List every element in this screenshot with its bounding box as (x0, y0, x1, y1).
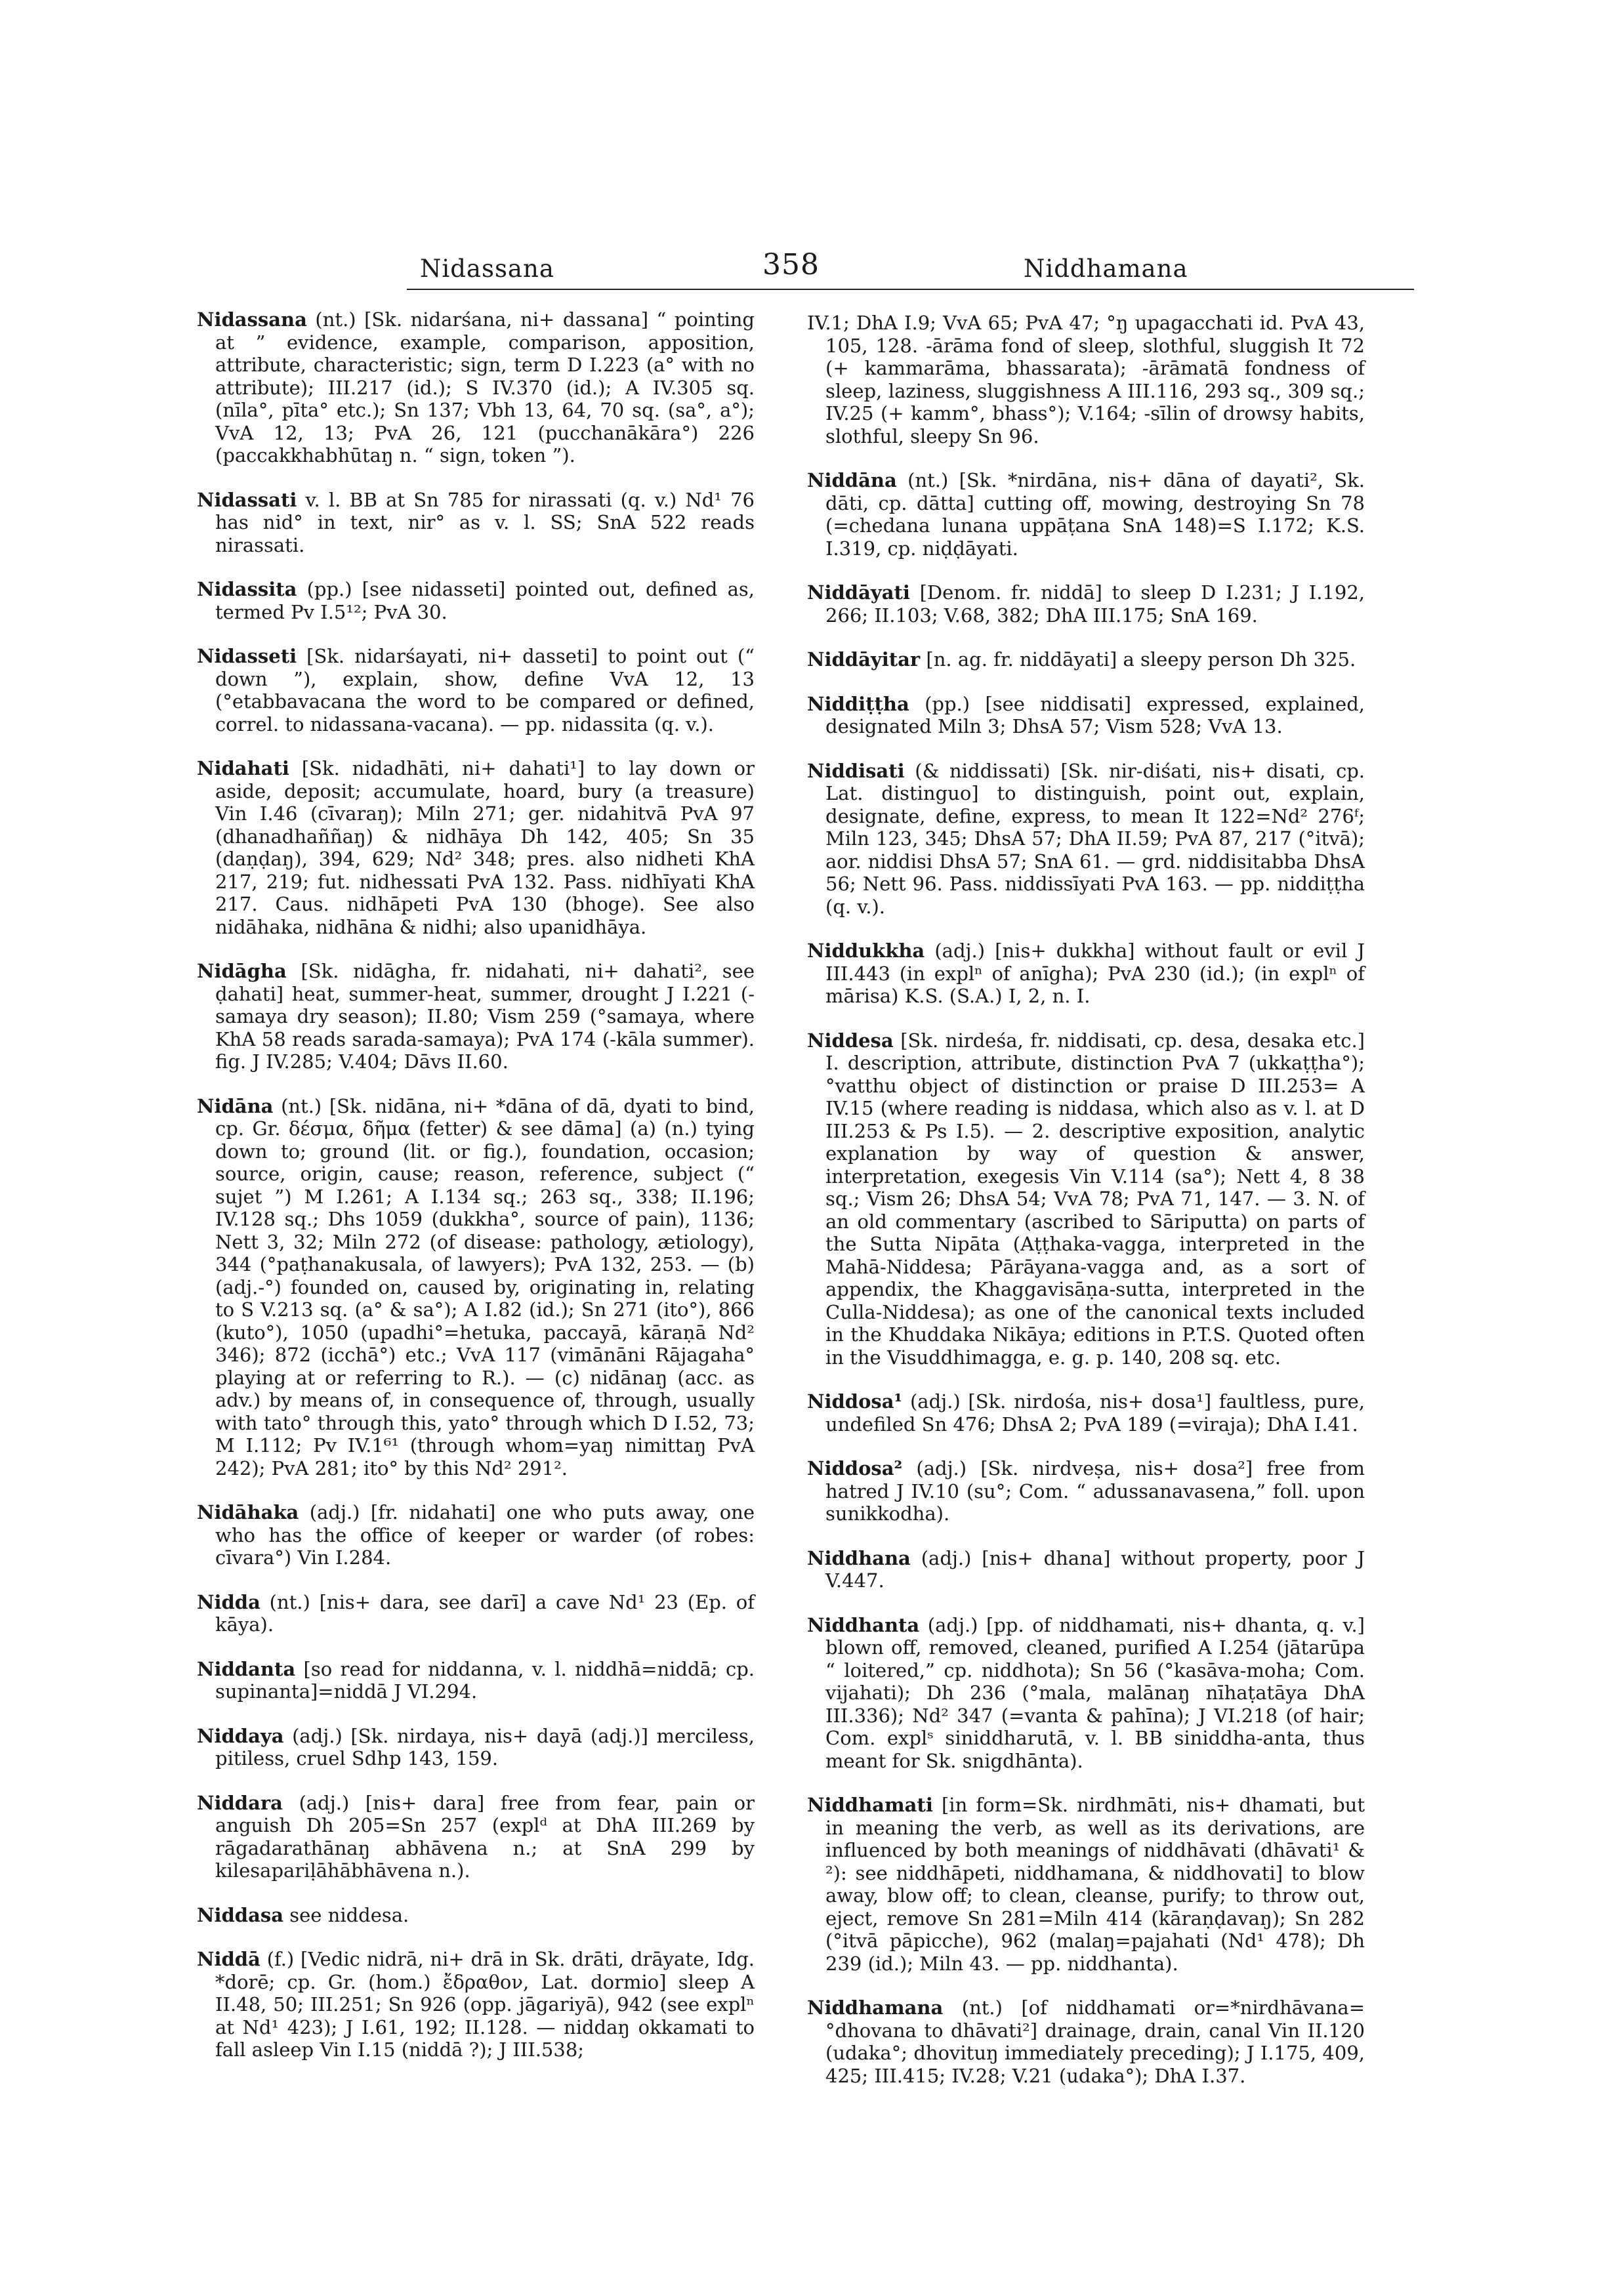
entry-headword: Niddāyati (807, 581, 910, 604)
entry-headword: Nidda (197, 1590, 260, 1613)
entry-text: (pp.) [see nidasseti] pointed out, defined as, termed Pv I.5¹²; PvA 30. (215, 578, 755, 623)
entry-text: v. l. BB at Sn 785 for nirassati (q. v.) Nd¹ 76 has nid° in text, nir° as v. l. SS; SnA 522 reads nirassati. (215, 488, 755, 556)
entry-headword: Niddosa² (807, 1457, 903, 1479)
header-rule (407, 289, 1414, 290)
dictionary-entry (807, 469, 1365, 560)
entry-text: (adj.) [nis+ dukkha] without fault or evil J III.443 (in explⁿ of anīgha); PvA 230 (id.); (in explⁿ of mārisa) K.S. (S.A.) I, 2, n. I. (825, 940, 1365, 1007)
entry-text: (nt.) [Sk. *nirdāna, nis+ dāna of dayati², Sk. dāti, cp. dātta] cutting off, mowing, destroying Sn 78 (=chedana lunana uppāṭana SnA 148)=S I.172; K.S. I.319, cp. niḍḍāyati. (825, 469, 1365, 560)
dictionary-entry (807, 693, 1365, 738)
dictionary-entry (197, 1725, 755, 1770)
dictionary-entry (197, 1501, 755, 1569)
dictionary-entry (807, 940, 1365, 1008)
entry-text: [so read for niddanna, v. l. niddhā=niddā; cp. supinanta]=niddā J VI.294. (215, 1657, 755, 1703)
entry-headword: Niddukkha (807, 940, 925, 962)
entry-text: [Sk. nirdeśa, fr. niddisati, cp. desa, desaka etc.] I. description, attribute, distinction PvA 7 (ukkaṭṭha°); °vatthu object of distinction or praise D III.253= A IV.15 (where reading is niddasa, which also as v. l. at D III.253 & Ps I.5). — 2. descriptive exposition, analytic explanation by way of question & answer, interpretation, exegesis Vin V.114 (sa°); Nett 4, 8 38 sq.; Vism 26; DhsA 54; VvA 78; PvA 71, 147. — 3. N. of an old commentary (ascribed to Sāriputta) on parts of the Sutta Nipāta (Aṭṭhaka-vagga, interpreted in the Mahā-Niddesa; Pārāyana-vagga and, as a sort of appendix, the Khaggavisāṇa-sutta, interpreted in the Culla-Niddesa); as one of the canonical texts included in the Khuddaka Nikāya; editions in P.T.S. Quoted often in the Visuddhimagga, e. g. p. 140, 208 sq. etc. (825, 1029, 1365, 1369)
entry-text: [Sk. nidāgha, fr. nidahati, ni+ dahati², see ḍahati] heat, summer-heat, summer, drought J I.221 (-samaya dry season); II.80; Vism 259 (°samaya, where KhA 58 reads sarada-samaya); PvA 174 (-kāla summer). fig. J IV.285; V.404; Dāvs II.60. (215, 960, 755, 1073)
dictionary-entry (197, 578, 755, 623)
dictionary-entry (807, 1029, 1365, 1369)
entry-text: (nt.) [Sk. nidāna, ni+ *dāna of dā, dyati to bind, cp. Gr. δέσμα, δῆμα (fetter) & see dāma] (a) (n.) tying down to; ground (lit. or fig.), foundation, occasion; source, origin, cause; reason, reference, subject (“ sujet ”) M I.261; A I.134 sq.; 263 sq., 338; II.196; IV.128 sq.; Dhs 1059 (dukkha°, source of pain), 1136; Nett 3, 32; Miln 272 (of disease: pathology, ætiology), 344 (°paṭhanakusala, of lawyers); PvA 132, 253. — (b) (adj.-°) founded on, caused by, originating in, relating to S V.213 sq. (a° & sa°); A I.82 (id.); Sn 271 (ito°), 866 (kuto°), 1050 (upadhi°=hetuka, paccayā, kāraṇā Nd² 346); 872 (icchā°) etc.; VvA 117 (vimānāni Rājagaha° playing at or referring to R.). — (c) nidānaŋ (acc. as adv.) by means of, in consequence of, through, usually with tato° through this, yato° through which D I.52, 73; M I.112; Pv IV.1⁶¹ (through whom=yaŋ nimittaŋ PvA 242); PvA 281; ito° by this Nd² 291². (215, 1094, 755, 1479)
entry-text: (adj.) [Sk. nirdośa, nis+ dosa¹] faultless, pure, undefiled Sn 476; DhsA 2; PvA 189 (=viraja); DhA I.41. (825, 1390, 1365, 1436)
entry-headword: Niddhamati (807, 1794, 933, 1816)
entry-text: [Sk. nidadhāti, ni+ dahati¹] to lay down or aside, deposit; accumulate, hoard, bury (a treasure) Vin I.46 (cīvaraŋ); Miln 271; ger. nidahitvā PvA 97 (dhanadhaññaŋ) & nidhāya Dh 142, 405; Sn 35 (daṇḍaŋ), 394, 629; Nd² 348; pres. also nidheti KhA 217, 219; fut. nidhessati PvA 132. Pass. nidhīyati KhA 217. Caus. nidhāpeti PvA 130 (bhoge). See also nidāhaka, nidhāna & nidhi; also upanidhāya. (215, 757, 755, 938)
entry-text: (nt.) [of niddhamati or=*nirdhāvana= °dhovana to dhāvati²] drainage, drain, canal Vin II.120 (udaka°; dhovituŋ immediately preceding); J I.175, 409, 425; III.415; IV.28; V.21 (udaka°); DhA I.37. (825, 1996, 1365, 2087)
running-head-right: Niddhamana (1024, 255, 1188, 283)
entry-headword: Nidāgha (197, 960, 287, 982)
entry-text: [in form=Sk. nirdhmāti, nis+ dhamati, but in meaning the verb, as well as its derivations, are influenced by both meanings of niddhāvati (dhāvati¹ & ²): see niddhāpeti, niddhamana, & niddhovati] to blow away, blow off; to clean, cleanse, purify; to throw out, eject, remove Sn 281=Miln 414 (kāraṇḍavaŋ); Sn 282 (°itvā pāpicche), 962 (malaŋ=pajahati (Nd¹ 478); Dh 239 (id.); Miln 43. — pp. niddhanta). (825, 1794, 1365, 1975)
entry-text: (adj.) [pp. of niddhamati, nis+ dhanta, q. v.] blown off, removed, cleaned, purified A I.254 (jātarūpa “ loitered,” cp. niddhota); Sn 56 (°kasāva-moha; Com. vijahati); Dh 236 (°mala, malānaŋ nīhaṭatāya DhA III.336); Nd² 347 (=vanta & pahīna); J VI.218 (of hair; Com. explˢ siniddharutā, v. l. BB siniddha-anta, thus meant for Sk. snigdhānta). (825, 1613, 1365, 1772)
dictionary-entry (197, 1658, 755, 1703)
entry-text: (nt.) [nis+ dara, see darī] a cave Nd¹ 23 (Ep. of kāya). (215, 1590, 755, 1636)
entry-headword: Niddhanta (807, 1613, 920, 1636)
entry-headword: Niddāna (807, 469, 897, 491)
entry-text: [n. ag. fr. niddāyati] a sleepy person Dh 325. (920, 648, 1356, 671)
entry-headword: Nidassati (197, 488, 297, 511)
entry-text: [Sk. nidarśayati, ni+ dasseti] to point out (“ down ”), explain, show, define VvA 12, 13 (°etabbavacana the word to be compared or defined, correl. to nidassana-vacana). — pp. nidassita (q. v.). (215, 645, 755, 735)
entry-text: (adj.) [nis+ dara] free from fear, pain or anguish Dh 205=Sn 257 (explᵈ at DhA III.269 by rāgadarathānaŋ abhāvena n.; at SnA 299 by kilesapariḷāhābhāvena n.). (215, 1791, 755, 1882)
dictionary-entry (807, 1457, 1365, 1525)
entry-headword: Niddisati (807, 759, 905, 782)
page-number: 358 (762, 248, 820, 281)
entry-headword: Nidāhaka (197, 1501, 299, 1523)
dictionary-entry (197, 645, 755, 735)
entry-headword: Nidasseti (197, 645, 297, 667)
dictionary-entry (807, 1996, 1365, 2087)
entry-headword: Nidassana (197, 308, 307, 331)
entry-text: (nt.) [Sk. nidarśana, ni+ dassana] “ pointing at ” evidence, example, comparison, apposition, attribute, characteristic; sign, term D I.223 (a° with no attribute); III.217 (id.); S IV.370 (id.); A IV.305 sq. (nīla°, pīta° etc.); Sn 137; Vbh 13, 64, 70 sq. (sa°, a°); VvA 12, 13; PvA 26, 121 (pucchanākāra°) 226 (paccakkhabhūtaŋ n. “ sign, token ”). (215, 308, 755, 466)
entry-text: (adj.) [Sk. nirdveṣa, nis+ dosa²] free from hatred J IV.10 (su°; Com. “ adussanavasena,” foll. upon sunikkodha). (825, 1457, 1365, 1525)
dictionary-entry (807, 1614, 1365, 1773)
entry-headword: Niddara (197, 1791, 283, 1814)
entry-headword: Niddesa (807, 1029, 894, 1052)
dictionary-entry (807, 1390, 1365, 1436)
entry-text: (adj.) [Sk. nirdaya, nis+ dayā (adj.)] merciless, pitiless, cruel Sdhp 143, 159. (215, 1724, 755, 1769)
running-head-left: Nidassana (420, 255, 554, 283)
entry-text: see niddesa. (283, 1903, 409, 1926)
entry-headword: Niddaya (197, 1724, 284, 1747)
dictionary-entry (807, 581, 1365, 627)
entry-text: (adj.) [nis+ dhana] without property, poor J V.447. (825, 1546, 1365, 1592)
entry-headword: Niddanta (197, 1657, 296, 1680)
dictionary-entry-continued (807, 312, 1365, 447)
entry-headword: Niddosa¹ (807, 1390, 903, 1413)
entry-headword: Niddhamana (807, 1996, 944, 2019)
left-column (197, 308, 755, 2083)
dictionary-entry (807, 1794, 1365, 1975)
entry-text: (& niddissati) [Sk. nir-diśati, nis+ disati, cp. Lat. distinguo] to distinguish, point out, explain, designate, define, express, to mean It 122=Nd² 276ᶠ; Miln 123, 345; DhsA 57; DhA II.59; PvA 87, 217 (°itvā); aor. niddisi DhsA 57; SnA 61. — grd. niddisitabba DhsA 56; Nett 96. Pass. niddissīyati PvA 163. — pp. niddiṭṭha (q. v.). (825, 759, 1365, 918)
entry-headword: Niddhana (807, 1546, 911, 1569)
dictionary-entry (197, 1591, 755, 1636)
entry-text: (pp.) [see niddisati] expressed, explained, designated Miln 3; DhsA 57; Vism 528; VvA 13. (825, 692, 1365, 737)
entry-headword: Nidassita (197, 578, 297, 600)
dictionary-entry (197, 1948, 755, 2061)
dictionary-entry (197, 1792, 755, 1882)
entry-text: IV.1; DhA I.9; VvA 65; PvA 47; °ŋ upagacchati id. PvA 43, 105, 128. -ārāma fond of sleep, slothful, sluggish It 72 (+ kammarāma, bhassarata); -ārāmatā fondness of sleep, laziness, sluggishness A III.116, 293 sq., 309 sq.; IV.25 (+ kamm°, bhass°); V.164; -sīlin of drowsy habits, slothful, sleepy Sn 96. (807, 312, 1365, 447)
dictionary-entry (807, 760, 1365, 919)
entry-headword: Niddasa (197, 1903, 283, 1926)
dictionary-entry (197, 308, 755, 467)
entry-headword: Nidāna (197, 1094, 274, 1117)
entry-headword: Nidahati (197, 757, 289, 779)
entry-text: [Denom. fr. niddā] to sleep D I.231; J I.192, 266; II.103; V.68, 382; DhA III.175; SnA 169. (825, 581, 1365, 627)
dictionary-entry (197, 1095, 755, 1480)
dictionary-entry (197, 960, 755, 1073)
entry-text: (f.) [Vedic nidrā, ni+ drā in Sk. drāti, drāyate, Idg. *dorē; cp. Gr. (hom.) ἔδραθον, Lat. dormio] sleep A II.48, 50; III.251; Sn 926 (opp. jāgariyā), 942 (see explⁿ at Nd¹ 423); J I.61, 192; II.128. — niddaŋ okkamati to fall asleep Vin I.15 (niddā ?); J III.538; (215, 1948, 755, 2061)
dictionary-entry (197, 757, 755, 938)
entry-headword: Niddāyitar (807, 648, 921, 671)
dictionary-entry (197, 489, 755, 557)
dictionary-entry (807, 1547, 1365, 1592)
entry-headword: Niddā (197, 1948, 260, 1970)
dictionary-entry (197, 1904, 755, 1927)
dictionary-entry (807, 648, 1365, 671)
entry-text: (adj.) [fr. nidahati] one who puts away, one who has the office of keeper or warder (of robes: cīvara°) Vin I.284. (215, 1501, 755, 1569)
right-column (807, 312, 1365, 2109)
entry-headword: Niddiṭṭha (807, 692, 909, 715)
